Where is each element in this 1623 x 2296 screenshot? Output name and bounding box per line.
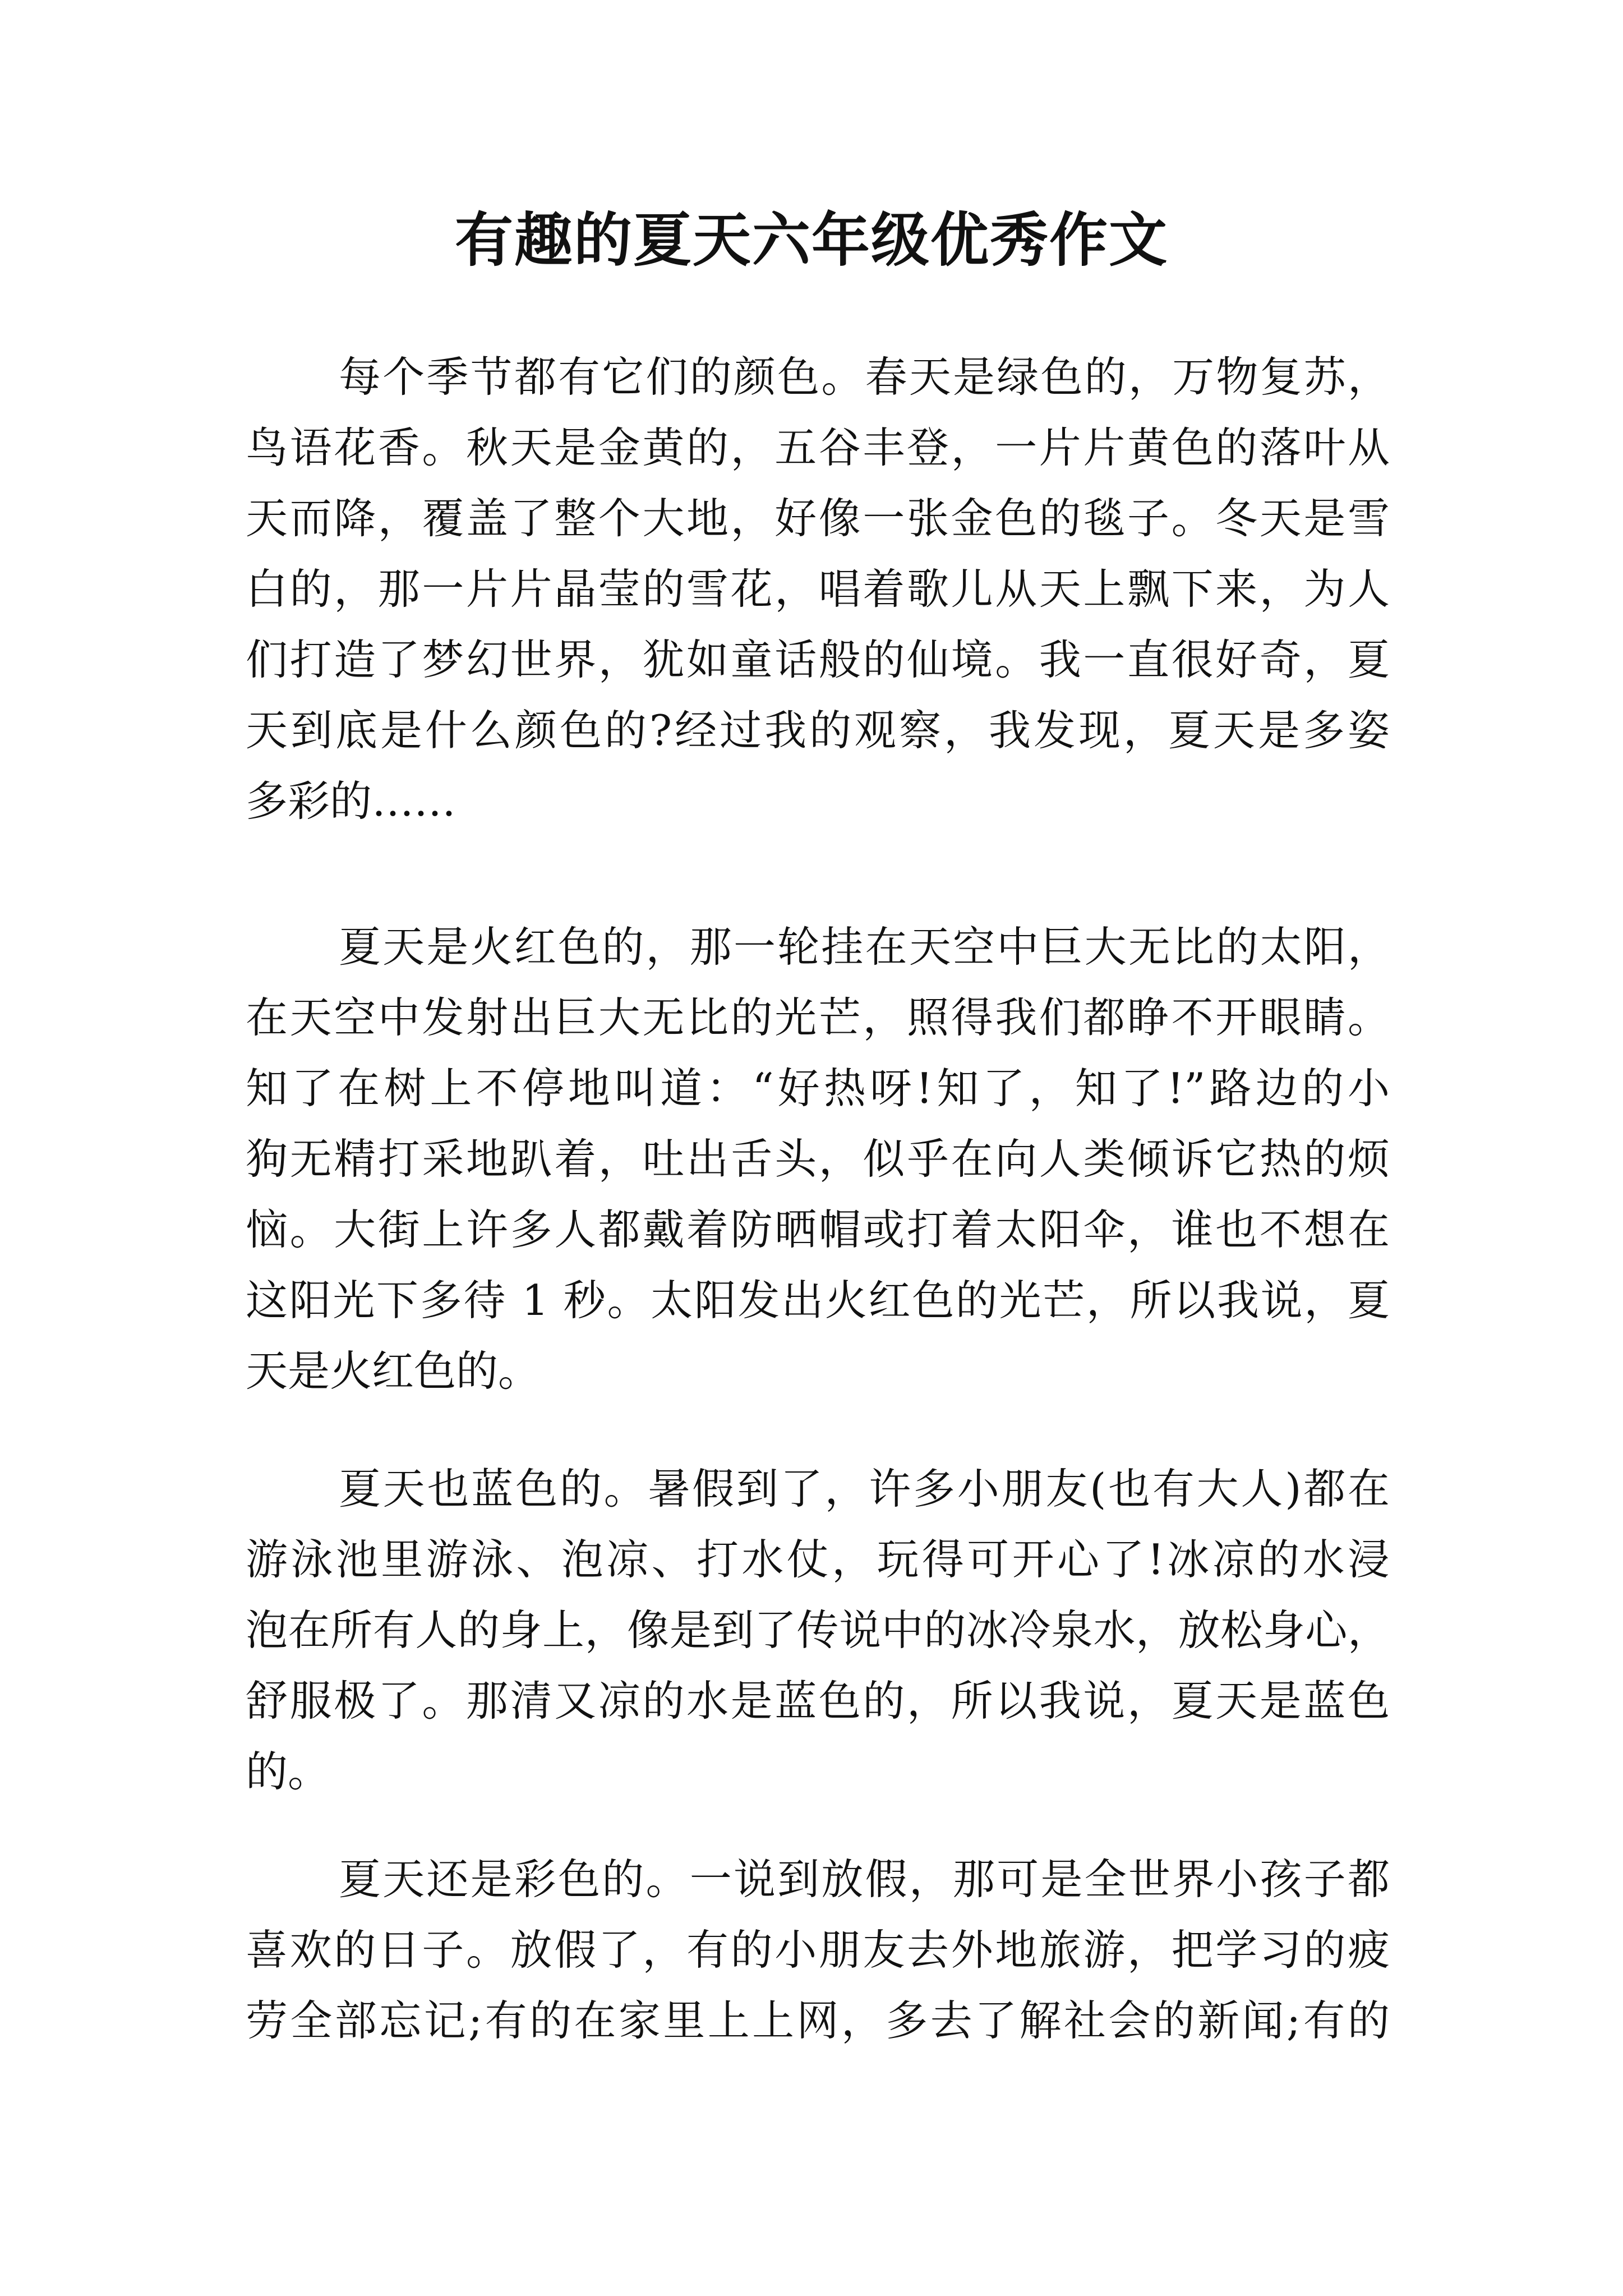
body-line: 知了在树上不停地叫道：“好热呀!知了，知了!”路边的小	[246, 1064, 1390, 1113]
body-line: 喜欢的日子。放假了，有的小朋友去外地旅游，把学习的疲	[246, 1925, 1390, 1975]
body-line: 天是火红色的。	[246, 1346, 541, 1396]
body-line: 游泳池里游泳、泡凉、打水仗，玩得可开心了!冰凉的水浸	[246, 1535, 1390, 1584]
body-line: 天而降，覆盖了整个大地，好像一张金色的毯子。冬天是雪	[246, 494, 1390, 543]
body-line: 夏天是火红色的，那一轮挂在天空中巨大无比的太阳，	[339, 922, 1390, 972]
body-line: 多彩的……	[246, 776, 457, 826]
body-line: 天到底是什么颜色的?经过我的观察，我发现，夏天是多姿	[246, 706, 1390, 755]
body-line: 这阳光下多待 1 秒。太阳发出火红色的光芒，所以我说，夏	[246, 1276, 1390, 1325]
body-line: 狗无精打采地趴着，吐出舌头，似乎在向人类倾诉它热的烦	[246, 1134, 1390, 1184]
body-line: 鸟语花香。秋天是金黄的，五谷丰登，一片片黄色的落叶从	[246, 423, 1390, 472]
body-line: 们打造了梦幻世界，犹如童话般的仙境。我一直很好奇，夏	[246, 635, 1390, 684]
body-line: 每个季节都有它们的颜色。春天是绿色的，万物复苏，	[339, 352, 1390, 402]
document-title: 有趣的夏天六年级优秀作文	[454, 205, 1168, 274]
body-line: 夏天也蓝色的。暑假到了，许多小朋友(也有大人)都在	[339, 1464, 1390, 1513]
body-line: 白的，那一片片晶莹的雪花，唱着歌儿从天上飘下来，为人	[246, 564, 1390, 614]
body-line: 在天空中发射出巨大无比的光芒，照得我们都睁不开眼睛。	[246, 993, 1390, 1042]
body-line: 的。	[246, 1747, 330, 1796]
body-line: 泡在所有人的身上，像是到了传说中的冰冷泉水，放松身心，	[246, 1605, 1390, 1655]
body-line: 夏天还是彩色的。一说到放假，那可是全世界小孩子都	[339, 1855, 1390, 1904]
body-line: 劳全部忘记;有的在家里上上网，多去了解社会的新闻;有的	[246, 1996, 1390, 2045]
body-line: 舒服极了。那清又凉的水是蓝色的，所以我说，夏天是蓝色	[246, 1676, 1390, 1726]
body-line: 恼。大街上许多人都戴着防晒帽或打着太阳伞，谁也不想在	[246, 1205, 1390, 1254]
